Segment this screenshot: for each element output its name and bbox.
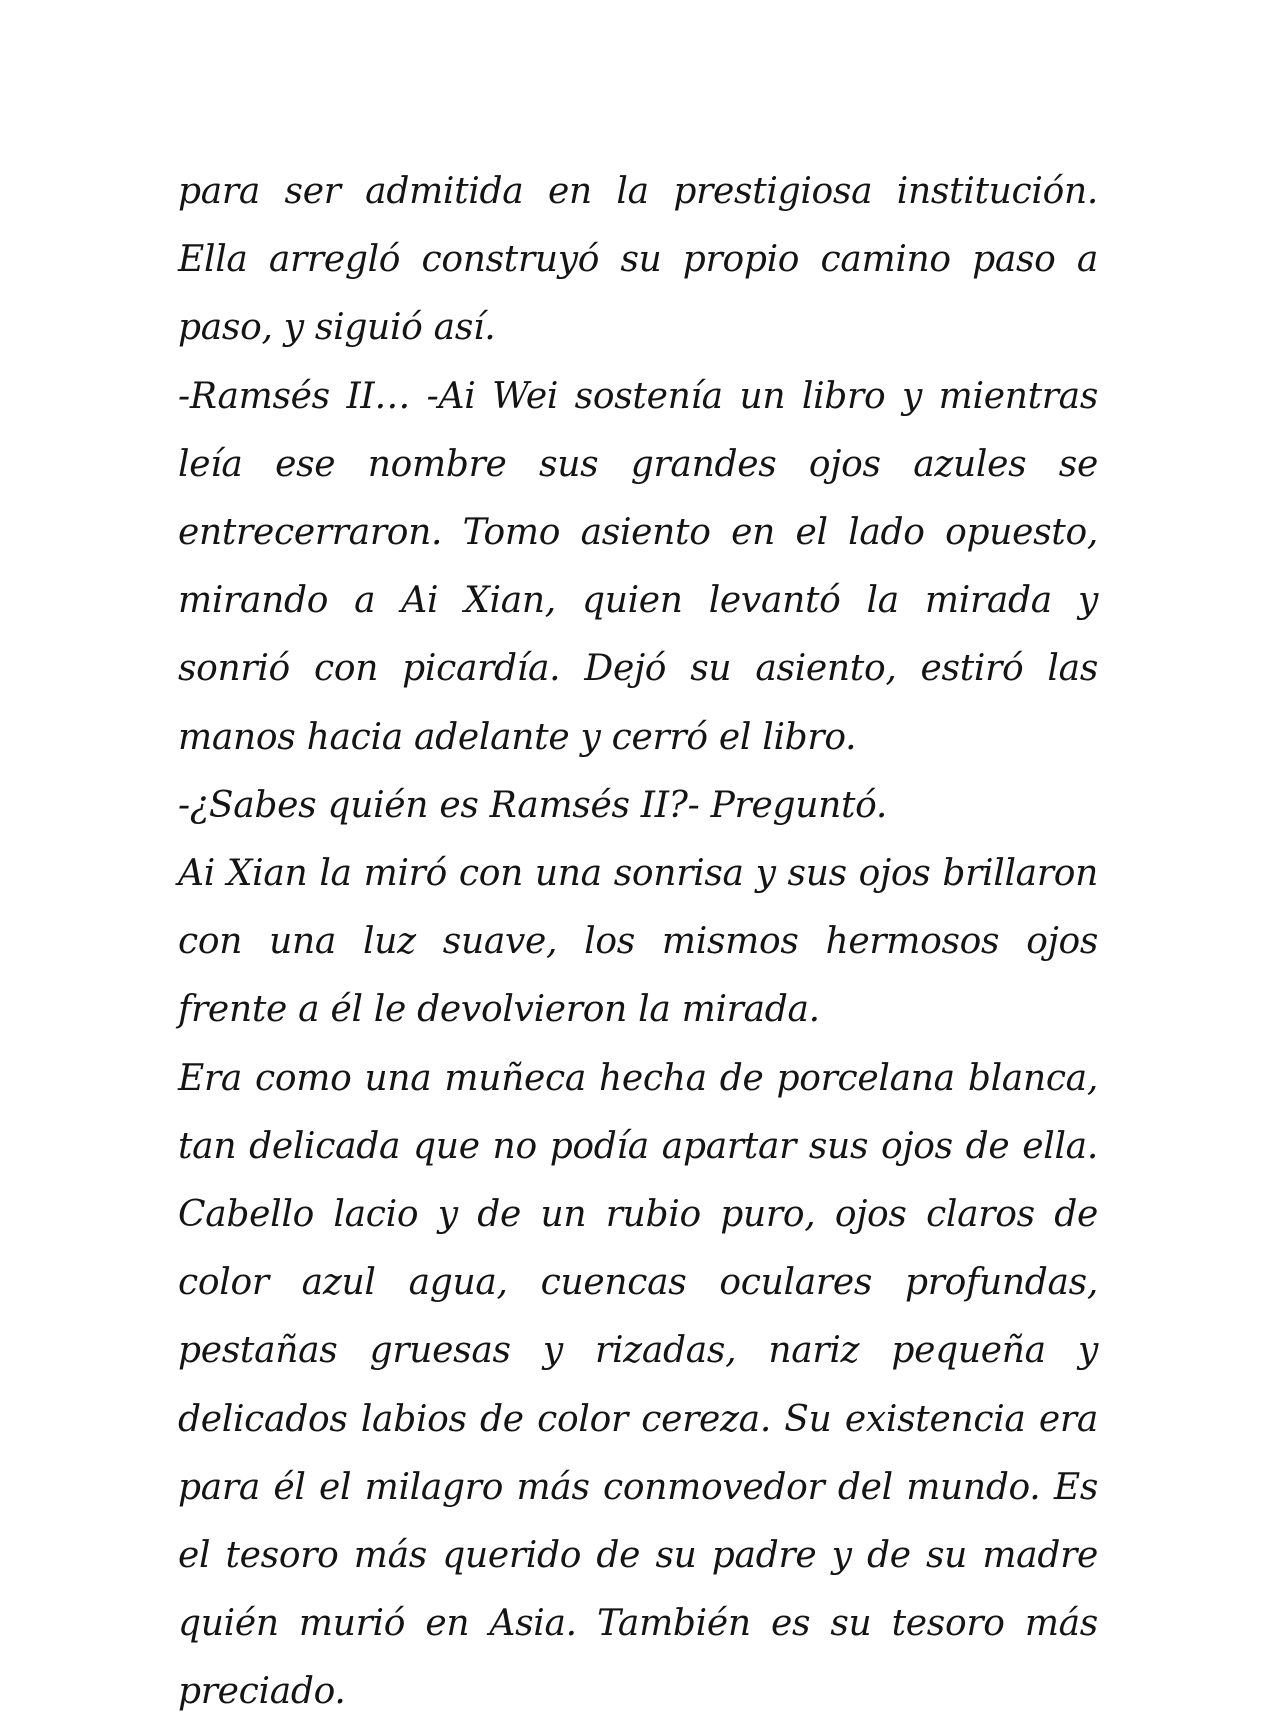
paragraph-1: para ser admitida en la prestigiosa institución. Ella arregló construyó su propio camino paso a paso, y siguió así. — [178, 171, 1098, 349]
paragraph-2: -Ramsés II… -Ai Wei sostenía un libro y mientras leía ese nombre sus grandes ojos azules se entrecerraron. Tomo asiento en el lado opuesto, mirando a Ai Xian, quien levantó la mirada y sonrió con picardía. Dejó su asiento, estiró las manos hacia adelante y cerró el libro. — [178, 375, 1098, 758]
paragraph-5: Era como una muñeca hecha de porcelana blanca, tan delicada que no podía apartar sus ojos de ella. Cabello lacio y de un rubio puro, ojos claros de color azul agua, cuencas oculares profundas, pestañas gruesas y rizadas, nariz pequeña y delicados labios de color cereza. Su existencia era para él el milagro más conmovedor del mundo. Es el tesoro más querido de su padre y de su madre quién murió en Asia. También es su tesoro más preciado. — [178, 1057, 1098, 1713]
body-text — [178, 158, 1098, 1727]
paragraph-3: -¿Sabes quién es Ramsés II?- Preguntó. — [178, 784, 888, 826]
paragraph-4: Ai Xian la miró con una sonrisa y sus ojos brillaron con una luz suave, los mismos hermosos ojos frente a él le devolvieron la mirada. — [178, 853, 1098, 1031]
